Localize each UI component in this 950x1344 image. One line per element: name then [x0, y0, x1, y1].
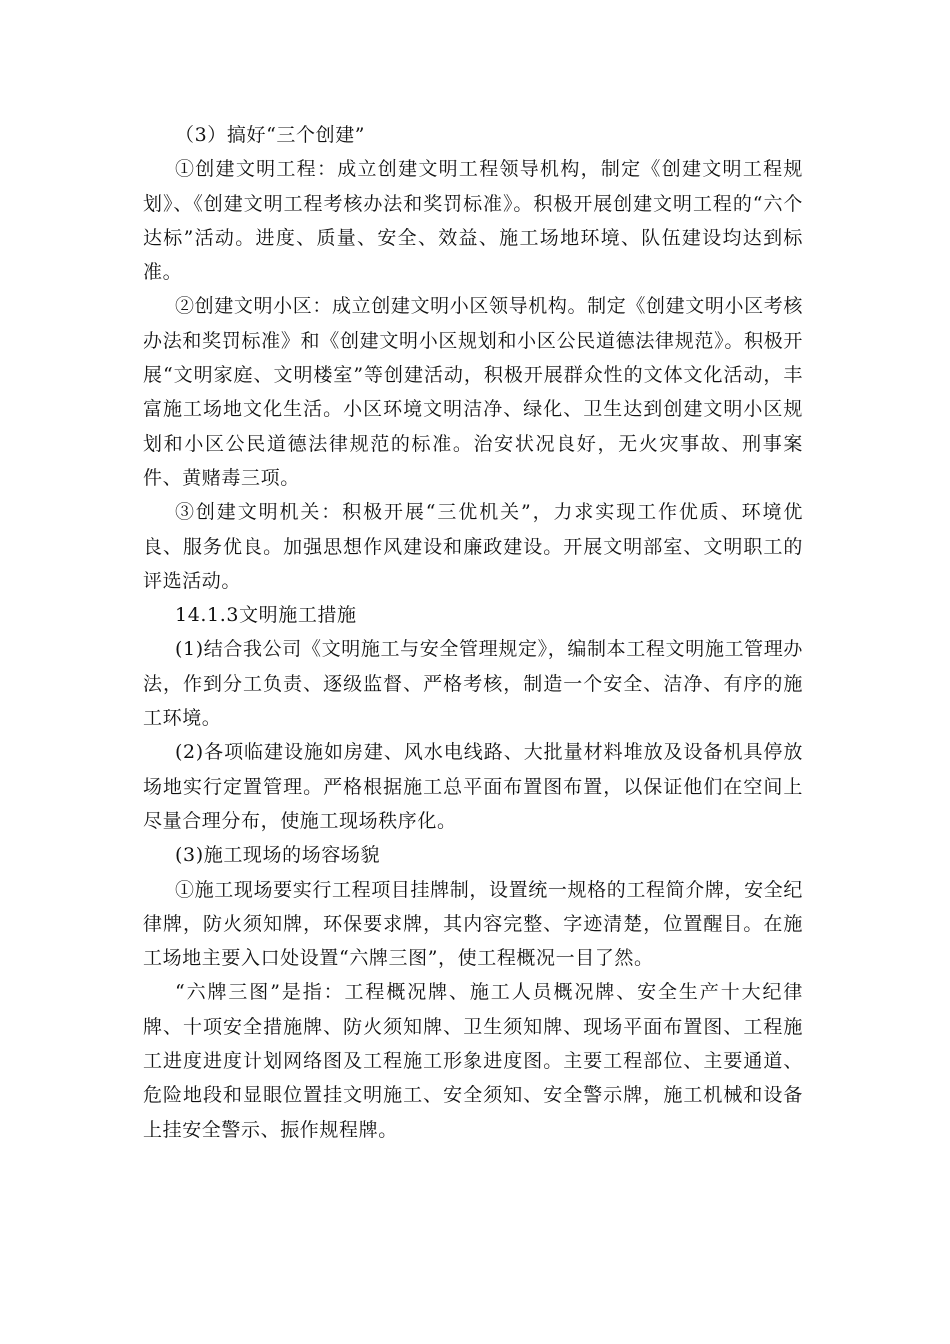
paragraph-six-boards-three-charts: “六牌三图”是指：工程概况牌、施工人员概况牌、安全生产十大纪律牌、十项安全措施牌、防火须知牌、卫生须知牌、现场平面布置图、工程施工进度进度计划网络图及工程施工形象进度图。主要工程部位、主要通道、危险地段和显眼位置挂文明施工、安全须知、安全警示牌，施工机械和设备上挂安全警示、振作规程牌。: [143, 981, 803, 1141]
paragraph-civilized-community: ②创建文明小区：成立创建文明小区领导机构。制定《创建文明小区考核办法和奖罚标准》和《创建文明小区规划和小区公民道德法律规范》。积极开展“文明家庭、文明楼室”等创建活动，积极开展群众性的文体文化活动，丰富施工场地文化生活。小区环境文明洁净、绿化、卫生达到创建文明小区规划和小区公民道德法律规范的标准。治安状况良好，无火灾事故、刑事案件、黄赌毒三项。: [143, 295, 803, 489]
paragraph-measure-2: (2)各项临建设施如房建、风水电线路、大批量材料堆放及设备机具停放场地实行定置管理。严格根据施工总平面布置图布置，以保证他们在空间上尽量合理分布，使施工现场秩序化。: [143, 741, 803, 832]
paragraph-site-signage: ①施工现场要实行工程项目挂牌制，设置统一规格的工程简介牌，安全纪律牌，防火须知牌，环保要求牌，其内容完整、字迹清楚，位置醒目。在施工场地主要入口处设置“六牌三图”，使工程概况一目了然。: [143, 878, 803, 970]
subheading-site-appearance: (3)施工现场的场容场貌: [175, 844, 381, 867]
section-heading-14-1-3: 14.1.3文明施工措施: [175, 604, 357, 627]
paragraph-measure-1: (1)结合我公司《文明施工与安全管理规定》，编制本工程文明施工管理办法，作到分工负责、逐级监督、严格考核，制造一个安全、洁净、有序的施工环境。: [143, 638, 803, 730]
section-heading-three-creations: （3）搞好“三个创建”: [175, 124, 366, 146]
paragraph-civilized-project: ①创建文明工程：成立创建文明工程领导机构，制定《创建文明工程规划》、《创建文明工程考核办法和奖罚标准》。积极开展创建文明工程的“六个达标”活动。进度、质量、安全、效益、施工场地环境、队伍建设均达到标准。: [143, 158, 803, 284]
document-body: [143, 118, 803, 1147]
paragraph-civilized-office: ③创建文明机关：积极开展“三优机关”，力求实现工作优质、环境优良、服务优良。加强思想作风建设和廉政建设。开展文明部室、文明职工的评选活动。: [143, 501, 803, 592]
